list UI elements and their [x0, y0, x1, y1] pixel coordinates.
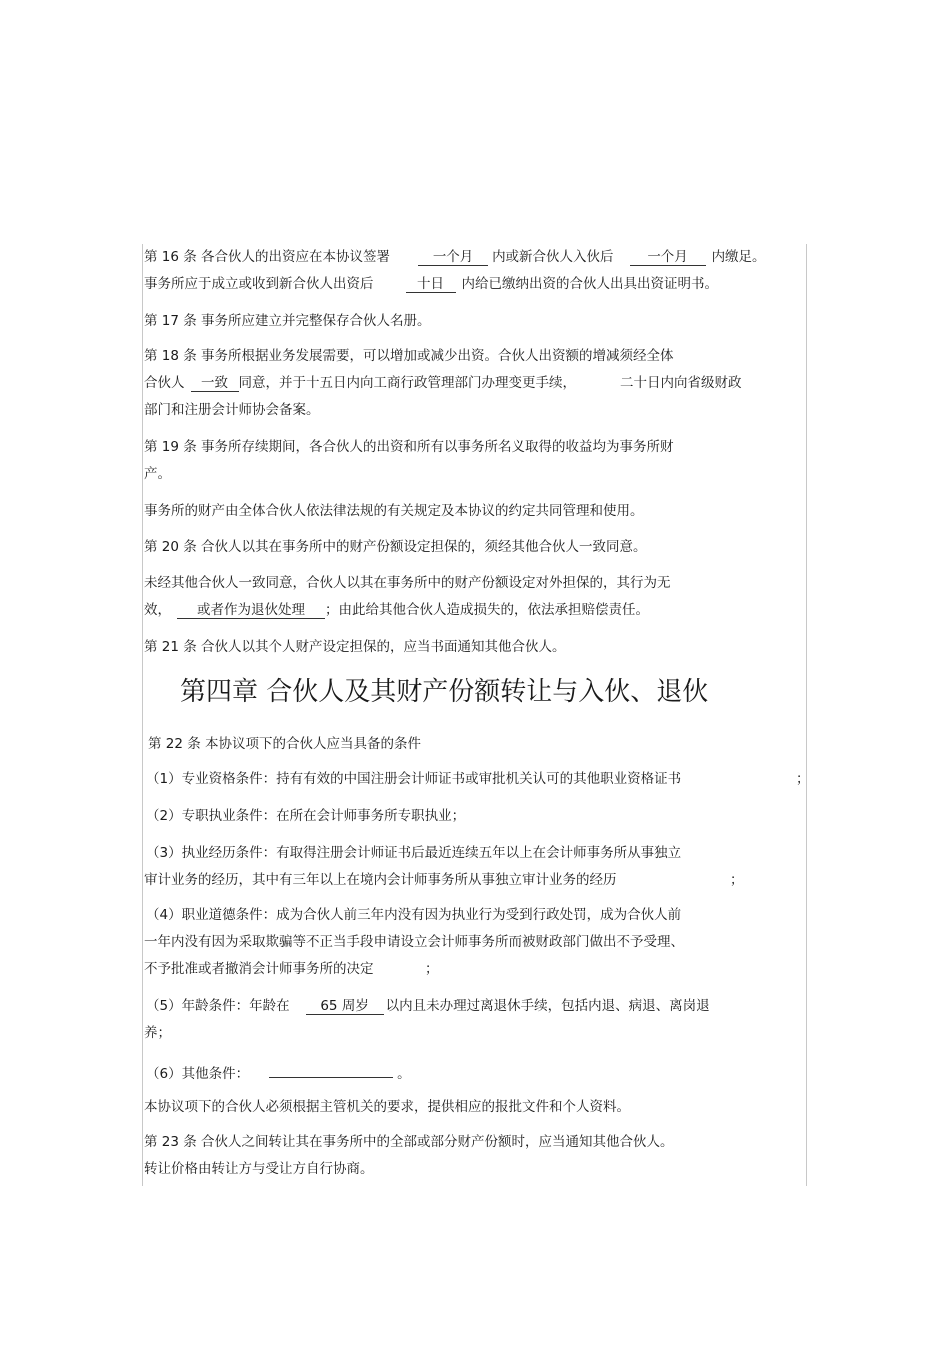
- art18-text-line2c: 二十日内向省级财政: [620, 375, 742, 391]
- art23-line1: 第 23 条 合伙人之间转让其在事务所中的全部或部分财产份额时，应当通知其他合伙人。: [144, 1134, 674, 1150]
- art18-line3: 部门和注册会计师协会备案。: [144, 402, 320, 418]
- art22-cond-3-end: ；: [730, 872, 744, 888]
- art20-text-line3b: ；由此给其他合伙人造成损失的，依法承担赔偿责任。: [325, 602, 649, 618]
- art18-text-line2a: 合伙人: [144, 375, 185, 391]
- right-border-line: [806, 244, 807, 1186]
- art16-blank-1: 一个月: [418, 248, 488, 266]
- art21: 第 21 条 合伙人以其个人财产设定担保的，应当书面通知其他合伙人。: [144, 639, 566, 655]
- art16-line2: [144, 274, 718, 294]
- art17: 第 17 条 事务所应建立并完整保存合伙人名册。: [144, 313, 431, 329]
- art16-blank-2: 一个月: [630, 248, 706, 266]
- chapter-heading: 第四章 合伙人及其财产份额转让与入伙、退伙: [180, 677, 709, 707]
- art16-blank-3: 十日: [406, 275, 456, 293]
- art22-cond-4-end: ；: [425, 961, 439, 977]
- art22-cond-5-text-b: 以内且未办理过离退休手续，包括内退、病退、离岗退: [385, 998, 710, 1014]
- art22-note: 本协议项下的合伙人必须根据主管机关的要求，提供相应的报批文件和个人资料。: [144, 1099, 630, 1115]
- art19-line1: 第 19 条 事务所存续期间，各合伙人的出资和所有以事务所名义取得的收益均为事务所财: [144, 439, 674, 455]
- art18-text-line2b: 同意，并于十五日内向工商行政管理部门办理变更手续，: [238, 375, 576, 391]
- art22-cond-6-text-b: 。: [397, 1066, 411, 1082]
- art22-cond-5-blank: 65 周岁: [306, 997, 384, 1015]
- art22-title: 第 22 条 本协议项下的合伙人应当具备的条件: [148, 736, 422, 752]
- art19-line2: 产。: [144, 466, 171, 482]
- art16-text-line2a: 事务所应于成立或收到新合伙人出资后: [144, 276, 374, 292]
- art20-blank-1: 或者作为退伙处理: [177, 601, 325, 619]
- art22-cond-4-line3: 不予批准或者撤消会计师事务所的决定: [144, 961, 374, 977]
- art23-line2: 转让价格由转让方与受让方自行协商。: [144, 1161, 374, 1177]
- art16-text-b: 内或新合伙人入伙后: [492, 249, 614, 265]
- art22-cond-1-end: ；: [796, 771, 810, 787]
- art22-cond-6: [146, 1060, 411, 1080]
- art18-line2: [144, 373, 742, 393]
- art22-cond-6-text-a: （6）其他条件：: [146, 1066, 250, 1082]
- art22-cond-6-blank: [269, 1060, 393, 1078]
- art22-cond-3-line1: （3）执业经历条件：有取得注册会计师证书后最近连续五年以上在会计师事务所从事独立: [146, 845, 682, 861]
- art18-blank-1: 一致: [191, 374, 239, 392]
- art20-line2: 未经其他合伙人一致同意，合伙人以其在事务所中的财产份额设定对外担保的，其行为无: [144, 575, 671, 591]
- art19-line3: 事务所的财产由全体合伙人依法律法规的有关规定及本协议的约定共同管理和使用。: [144, 503, 644, 519]
- art20-text-line3a: 效，: [144, 602, 171, 618]
- art22-cond-4-line1: （4）职业道德条件：成为合伙人前三年内没有因为执业行为受到行政处罚，成为合伙人前: [146, 907, 682, 923]
- art20-line1: 第 20 条 合伙人以其在事务所中的财产份额设定担保的，须经其他合伙人一致同意。: [144, 539, 647, 555]
- art22-cond-3-line2: 审计业务的经历，其中有三年以上在境内会计师事务所从事独立审计业务的经历: [144, 872, 617, 888]
- art18-line1: 第 18 条 事务所根据业务发展需要，可以增加或减少出资。合伙人出资额的增减须经全体: [144, 348, 674, 364]
- art20-line3: [144, 600, 649, 620]
- art22-cond-2: （2）专职执业条件：在所在会计师事务所专职执业；: [146, 808, 466, 824]
- art16-line1: [144, 247, 766, 267]
- left-border-line: [142, 244, 143, 1186]
- art16-text-a: 第 16 条 各合伙人的出资应在本协议签署: [144, 249, 391, 265]
- art16-text-line2b: 内给已缴纳出资的合伙人出具出资证明书。: [461, 276, 718, 292]
- art22-cond-5-text-a: （5）年龄条件：年龄在: [146, 998, 290, 1014]
- art16-text-c: 内缴足。: [711, 249, 766, 265]
- art22-cond-5-line1: [146, 996, 710, 1016]
- art22-cond-5-line2: 养；: [144, 1025, 171, 1041]
- art22-cond-4-line2: 一年内没有因为采取欺骗等不正当手段申请设立会计师事务所而被财政部门做出不予受理、: [144, 934, 684, 950]
- art22-cond-1: （1）专业资格条件：持有有效的中国注册会计师证书或审批机关认可的其他职业资格证书: [146, 771, 682, 787]
